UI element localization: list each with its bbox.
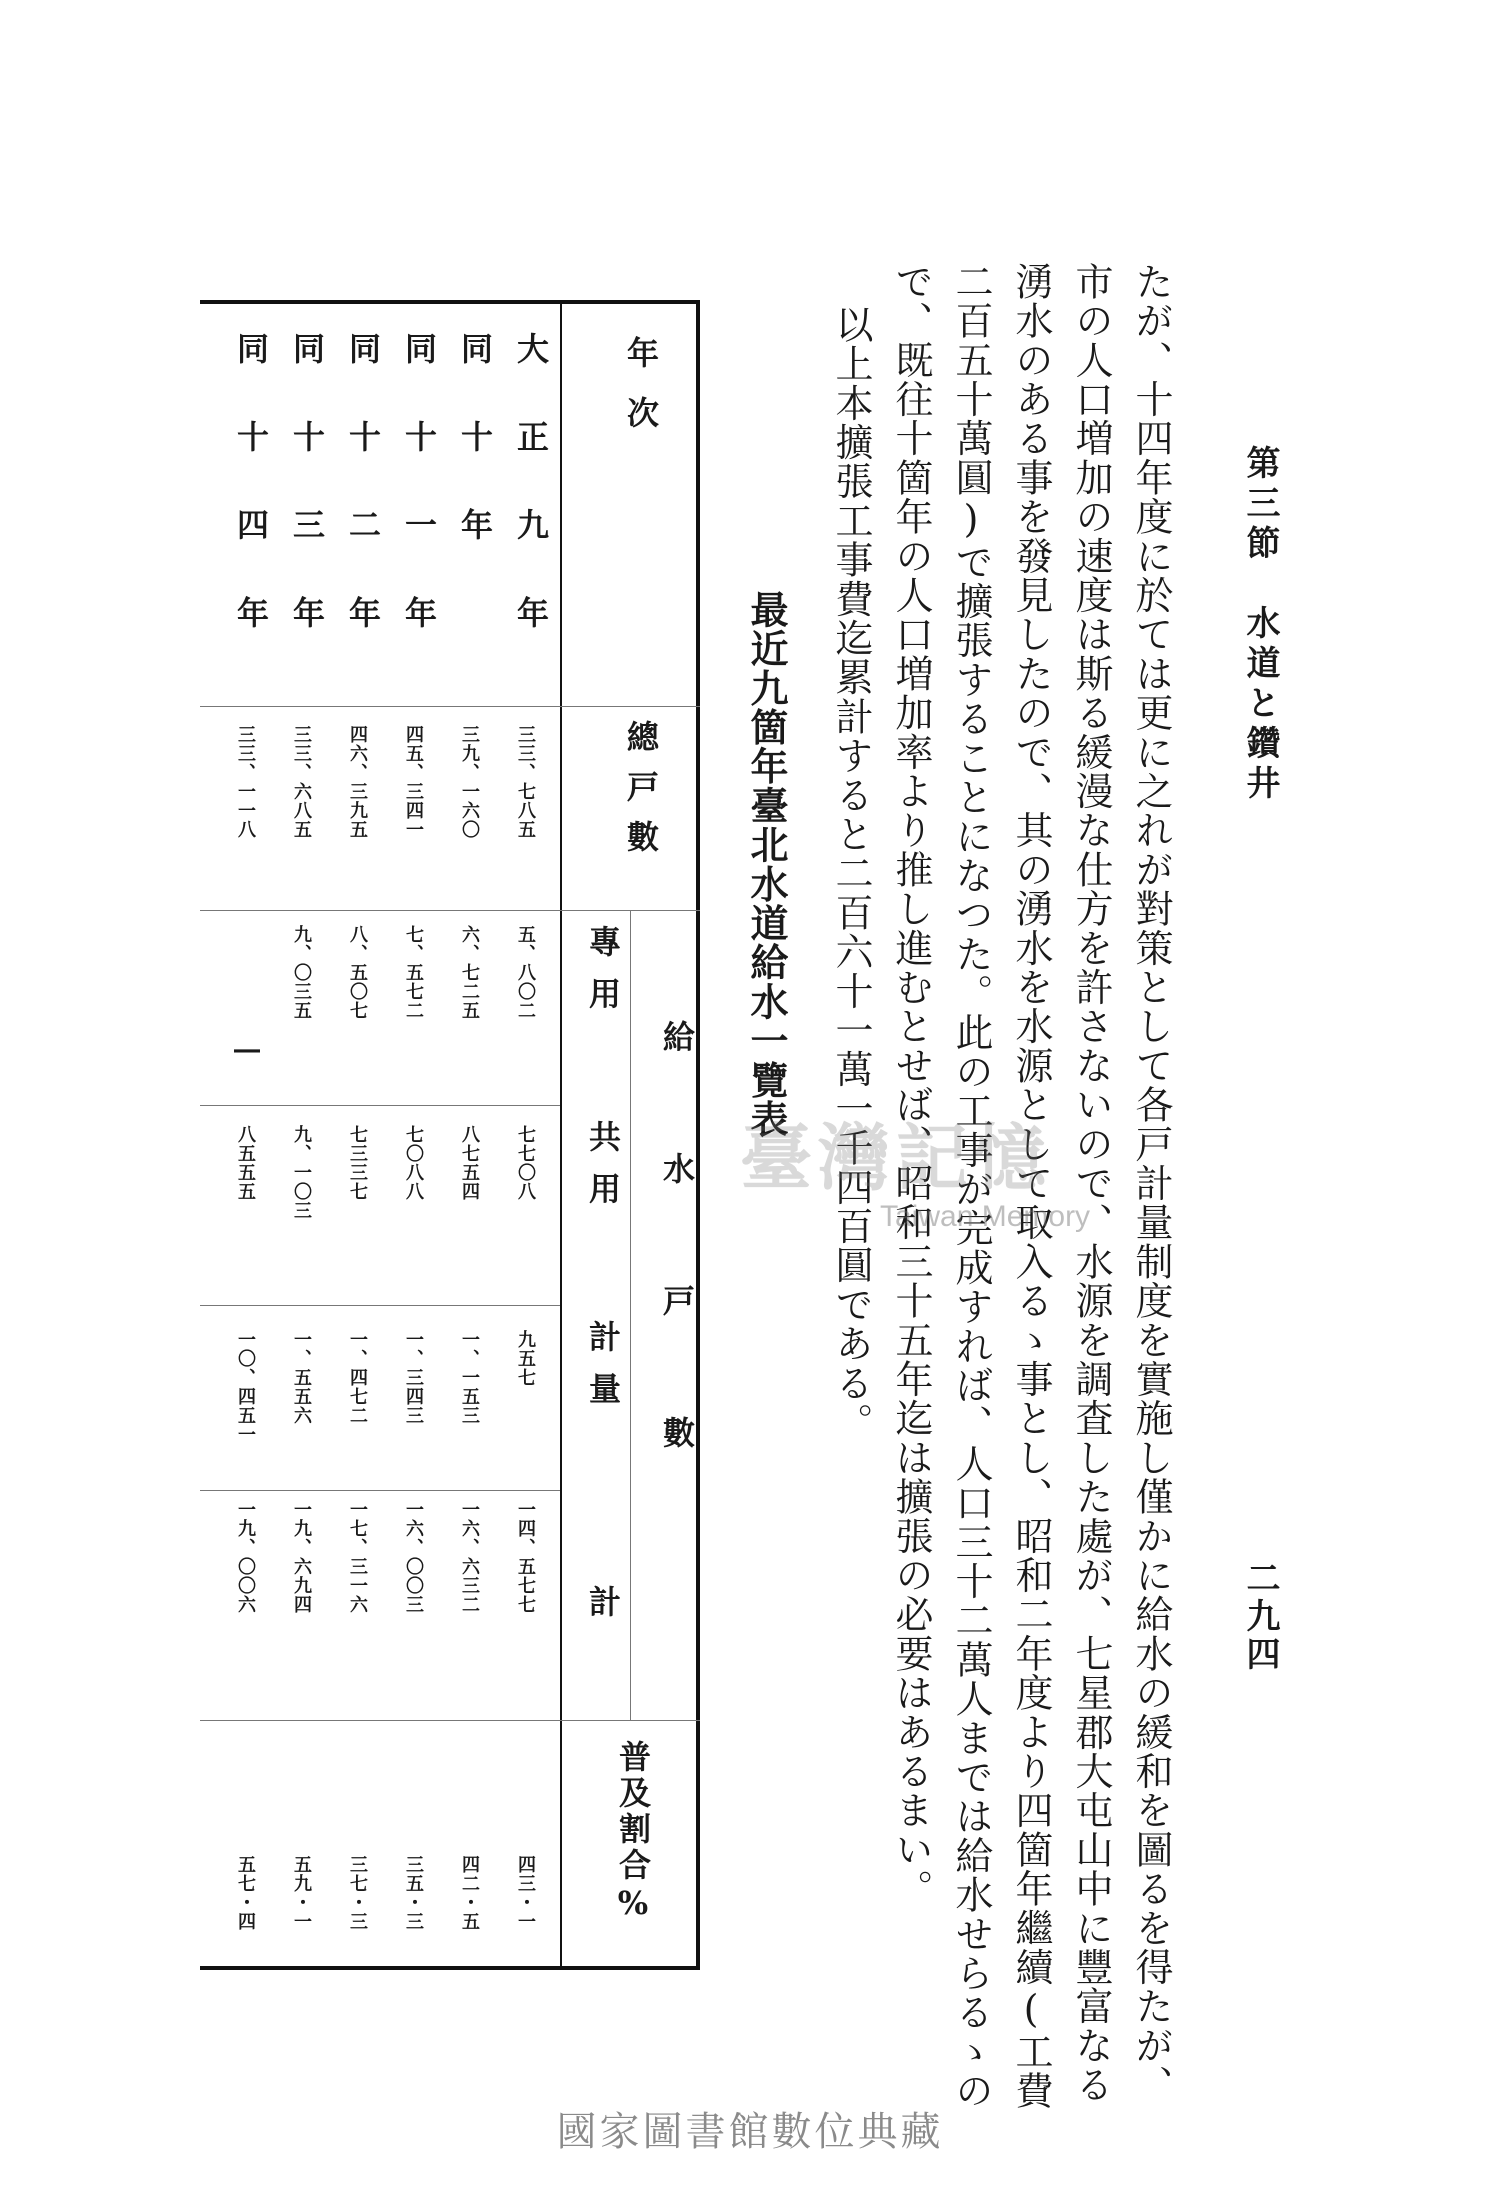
row-1-metered: 九五七 (515, 1330, 536, 1387)
body-line-4: 二百五十萬圓)で擴張することになつた。此の工事が完成すれば、人口三十二萬人までは給水せらるゝの (949, 262, 993, 2111)
row-6-shared: 八五五五 (235, 1125, 256, 1201)
row-4-shared: 七三三七 (347, 1125, 368, 1201)
row-3-private: 七、五七二 (403, 925, 424, 1020)
row-6-sum: 一九、〇〇六 (235, 1500, 256, 1614)
row-5-shared: 九、一〇三 (291, 1125, 312, 1220)
row-rule-shared (200, 1305, 560, 1306)
subheader-separator (630, 910, 631, 1720)
body-line-6: 以上本擴張工事費迄累計すると二百六十一萬一千四百圓である。 (829, 305, 873, 1442)
row-3-metered: 一、三四三 (403, 1330, 424, 1425)
running-head: 第三節 水道と鑽井 (1240, 445, 1280, 805)
row-5-sum: 一九、六九四 (291, 1500, 312, 1614)
row-5-ratio: 五九・一 (291, 1855, 312, 1931)
table-title: 最近九箇年臺北水道給水一覽表 (744, 590, 789, 1139)
row-5-private: 九、〇三五 (291, 925, 312, 1020)
header-ratio: 普及割合% (614, 1740, 652, 1926)
header-sum: 計 (584, 1585, 622, 1645)
row-1-sum: 一四、五七七 (515, 1500, 536, 1614)
row-rule-total (200, 910, 700, 911)
row-2-year: 同十年 (456, 332, 494, 596)
row-4-sum: 一七、三一六 (347, 1500, 368, 1614)
body-line-5: で、既往十箇年の人口増加率より推し進むとせば、昭和三十五年迄は擴張の必要はあるまい。 (889, 262, 933, 1909)
row-3-year: 同十一年 (400, 332, 438, 684)
page-number: 二九四 (1240, 1560, 1280, 1674)
row-3-ratio: 三五・三 (403, 1855, 424, 1931)
row-2-shared: 八七五四 (459, 1125, 480, 1201)
row-1-total: 三三、七八五 (515, 725, 536, 839)
row-1-private: 五、八〇二 (515, 925, 536, 1020)
row-2-metered: 一、一五三 (459, 1330, 480, 1425)
header-private: 專用 (584, 925, 622, 1029)
header-year: 年次 (622, 336, 660, 456)
row-1-ratio: 四三・一 (515, 1855, 536, 1931)
row-1-shared: 七七〇八 (515, 1125, 536, 1201)
table-top-rule (200, 300, 700, 304)
row-1-year: 大正九年 (512, 332, 550, 684)
library-footer: 國家圖書館數位典藏 (556, 2109, 944, 2155)
header-supply-group: 給水戸數 (658, 1020, 696, 1548)
row-6-total: 三三、一一八 (235, 725, 256, 839)
row-6-year: 同十四年 (232, 332, 270, 684)
row-4-private: 八、五〇七 (347, 925, 368, 1020)
row-6-private: ― (232, 1035, 262, 1066)
row-rule-sum (200, 1720, 700, 1721)
table-bottom-rule (200, 1966, 700, 1970)
body-line-1: たが、十四年度に於ては更に之れが對策として各戸計量制度を實施し僅かに給水の緩和を圖るを得たが、 (1129, 262, 1173, 2105)
row-rule-private (200, 1105, 560, 1106)
row-2-total: 三九、一六〇 (459, 725, 480, 839)
row-5-total: 三三、六八五 (291, 725, 312, 839)
watermark-subtext: Taiwan Memory (880, 1200, 1091, 1233)
row-4-metered: 一、四七二 (347, 1330, 368, 1425)
row-3-total: 四五、三四一 (403, 725, 424, 839)
row-2-ratio: 四二・五 (459, 1855, 480, 1931)
row-6-ratio: 五七・四 (235, 1855, 256, 1931)
row-4-total: 四六、三九五 (347, 725, 368, 839)
row-5-metered: 一、五五六 (291, 1330, 312, 1425)
header-total: 總戸數 (622, 720, 660, 870)
row-6-metered: 一〇、四五一 (235, 1330, 256, 1444)
row-4-ratio: 三七・三 (347, 1855, 368, 1931)
body-line-2: 市の人口増加の速度は斯る緩漫な仕方を許さないので、水源を調査した處が、七星郡大屯山中に豐富なる (1069, 262, 1113, 2105)
header-metered: 計量 (584, 1320, 622, 1424)
row-3-shared: 七〇八八 (403, 1125, 424, 1201)
watermark-logo: 臺灣記憶 (740, 1115, 1053, 1200)
row-rule-year (200, 706, 700, 707)
row-rule-metered (200, 1490, 560, 1491)
row-3-sum: 一六、〇〇三 (403, 1500, 424, 1614)
body-line-3: 湧水のある事を發見したので、其の湧水を水源として取入るゝ事とし、昭和二年度より四箇年繼續(工費 (1009, 262, 1053, 2111)
row-5-year: 同十三年 (288, 332, 326, 684)
row-2-private: 六、七二五 (459, 925, 480, 1020)
row-4-year: 同十二年 (344, 332, 382, 684)
header-shared: 共用 (584, 1120, 622, 1224)
row-2-sum: 一六、六三二 (459, 1500, 480, 1614)
water-supply-table (200, 300, 700, 1970)
